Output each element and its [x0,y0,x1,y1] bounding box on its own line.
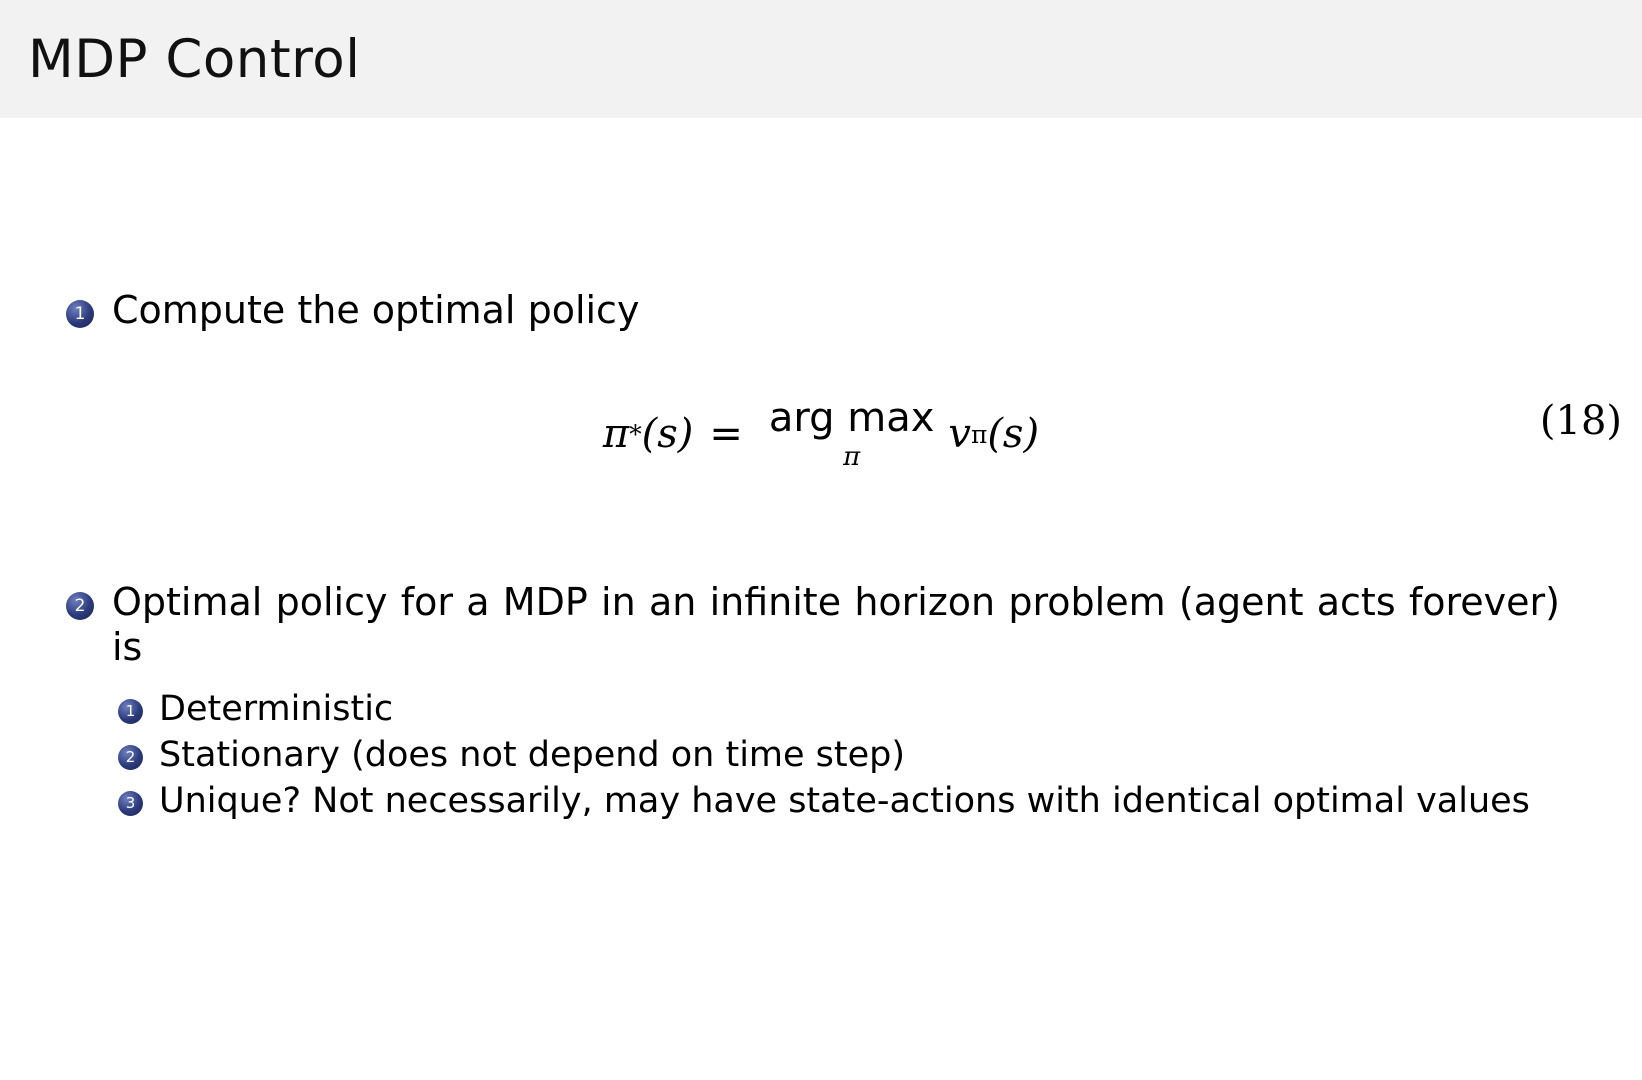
slide-title-bar [0,0,1642,118]
equation-number: (18) [1539,398,1622,444]
sub-item-3 [118,780,1560,822]
equation-rhs-superscript: π [971,419,988,449]
bullet-marker-icon: 2 [66,592,94,620]
bullet-marker-icon: 3 [118,791,143,816]
slide-body [0,118,1642,1080]
sub-item-2 [118,734,1560,776]
equation-argmax-subscript: π [843,442,861,472]
sub-item-3-label: Unique? Not necessarily, may have state-actions with identical optimal values [159,780,1530,821]
equation-lhs-star: * [629,419,642,449]
equation-content [602,395,1040,472]
bullet-marker-icon: 2 [118,745,143,770]
sub-item-1 [118,688,1560,730]
sub-item-2-label: Stationary (does not depend on time step) [159,734,906,775]
equation-equals: = [709,411,743,457]
equation-rhs-v: v [948,411,972,457]
bullet-marker-icon: 1 [66,300,94,328]
equation-rhs-arg: (s) [987,411,1040,457]
equation-lhs-arg: (s) [641,411,694,457]
list-item [66,288,1562,333]
bullet-item-1-label: Compute the optimal policy [112,288,640,332]
sub-list [118,688,1560,822]
page-title: MDP Control [28,28,361,90]
sub-item-1-label: Deterministic [159,688,394,729]
bullet-item-2 [66,580,1560,670]
list-item [66,580,1560,826]
equation-lhs-pi: π [602,411,630,457]
bullet-item-1 [66,288,1562,333]
equation-argmax [768,395,935,472]
equation-block [0,395,1642,472]
bullet-marker-icon: 1 [118,699,143,724]
equation-argmax-label: arg max [768,395,935,441]
bullet-item-2-label: Optimal policy for a MDP in an infinite horizon problem (agent acts forever) is [112,580,1560,669]
